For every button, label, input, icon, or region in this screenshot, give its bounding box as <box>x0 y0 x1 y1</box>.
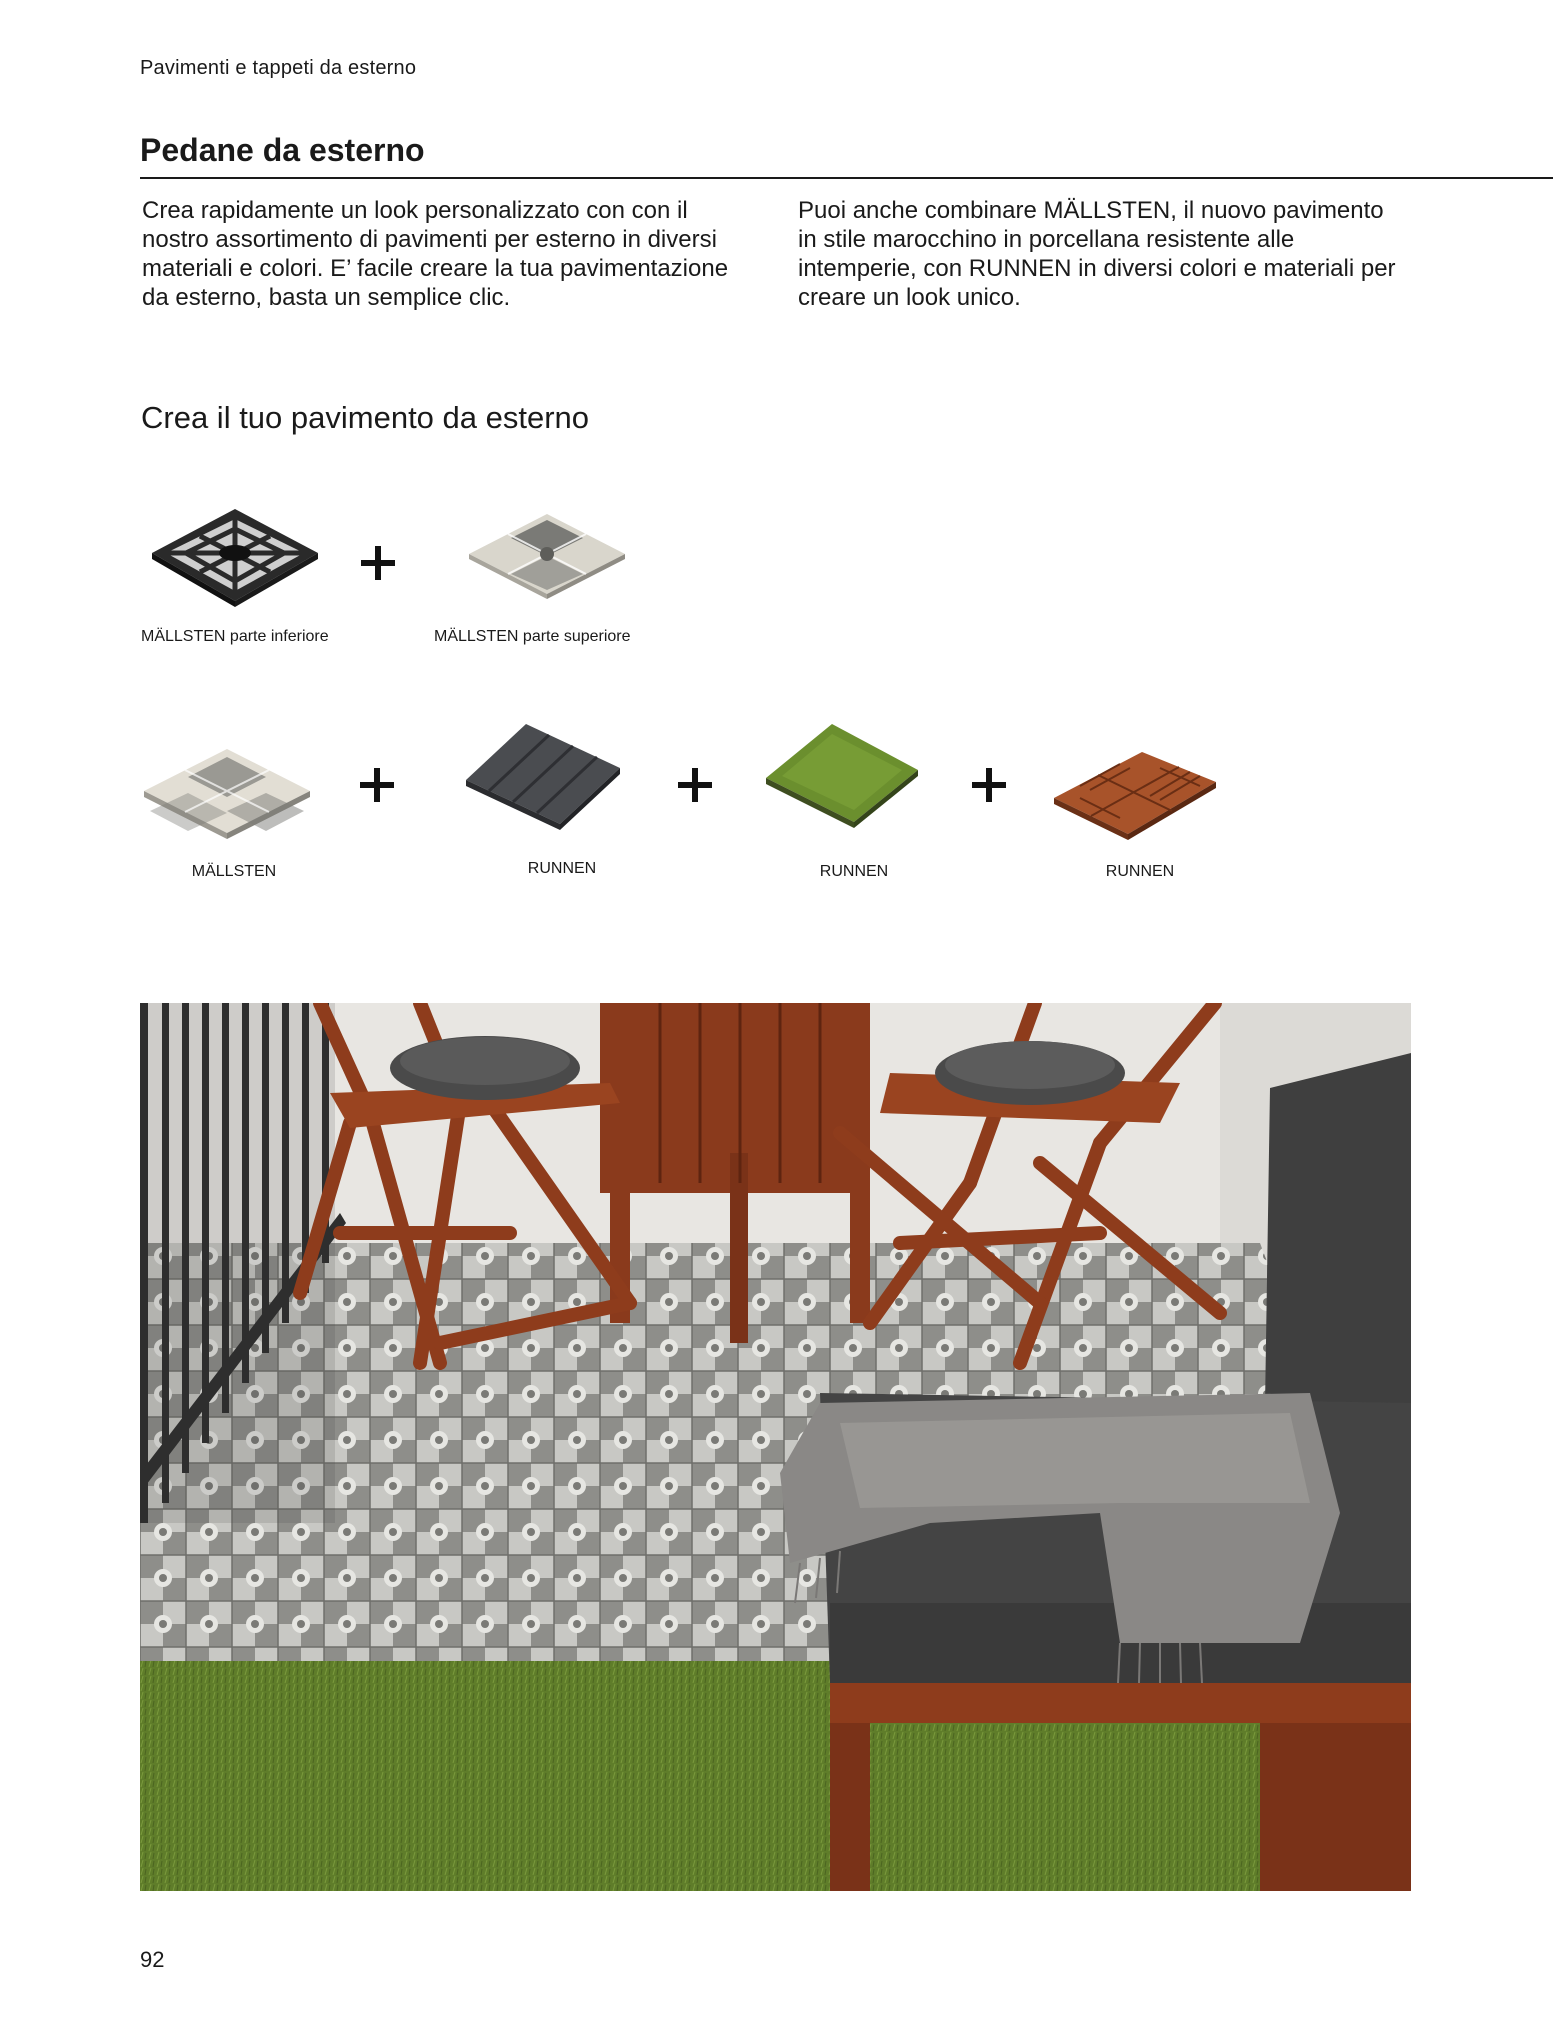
page-title: Pedane da esterno <box>140 132 425 168</box>
caption-mallsten: MÄLLSTEN <box>191 863 277 880</box>
runnen-grass-tile-icon <box>762 720 922 832</box>
mallsten-base-tile-icon <box>146 505 324 609</box>
balcony-photo <box>140 1003 1411 1891</box>
page-number: 92 <box>140 1947 165 1972</box>
caption-runnen-grey: RUNNEN <box>527 860 597 877</box>
plus-icon <box>357 765 397 805</box>
runnen-grey-tile-icon <box>462 720 624 836</box>
caption-runnen-wood: RUNNEN <box>1105 863 1175 880</box>
plus-icon <box>969 765 1009 805</box>
mallsten-top-tile-icon <box>463 510 631 602</box>
builder-heading: Crea il tuo pavimento da esterno <box>141 400 590 435</box>
mallsten-tile-icon <box>138 745 316 841</box>
intro-text-left: Crea rapidamente un look personalizzato con con il nostro assortimento di pavimenti per esterno in diversi materiali e colori. E’ facile creare la tua pavimentazione da esterno, basta un semplice clic. <box>142 197 729 311</box>
caption-mallsten-base: MÄLLSTEN parte inferiore <box>141 628 329 645</box>
title-divider <box>140 177 1553 179</box>
intro-text-right: Puoi anche combinare MÄLLSTEN, il nuovo pavimento in stile marocchino in porcellana resistente alle intemperie, con RUNNEN in diversi colori e materiali per creare un look unico. <box>798 197 1396 311</box>
runnen-wood-tile-icon <box>1050 748 1220 844</box>
plus-icon <box>675 765 715 805</box>
section-label: Pavimenti e tappeti da esterno <box>140 57 417 79</box>
caption-mallsten-top: MÄLLSTEN parte superiore <box>434 628 631 645</box>
caption-runnen-grass: RUNNEN <box>819 863 889 880</box>
plus-icon <box>358 543 398 583</box>
